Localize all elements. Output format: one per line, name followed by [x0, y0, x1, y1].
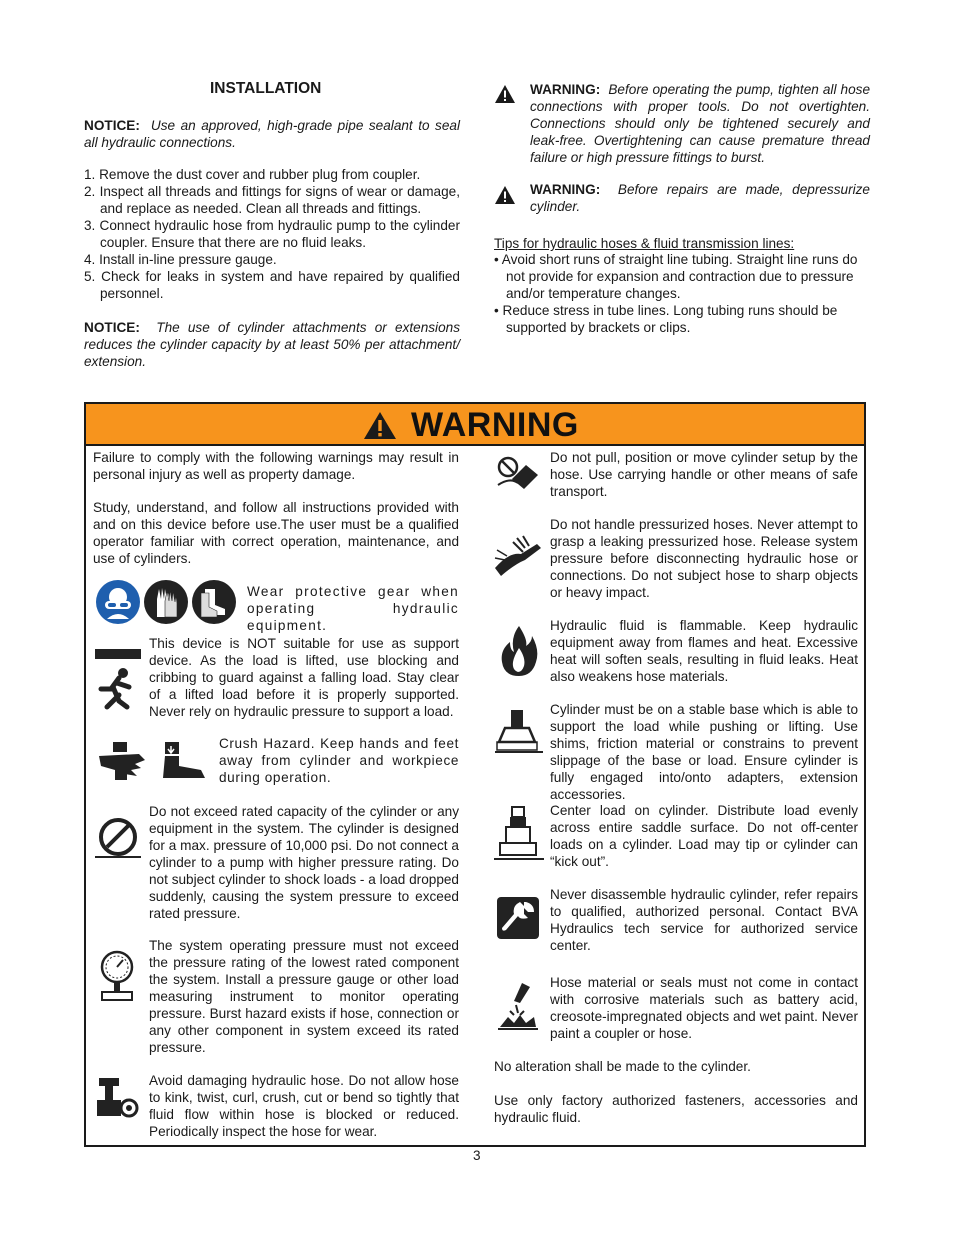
pressure-gauge-overload-icon [93, 815, 143, 861]
step-item: 1. Remove the dust cover and rubber plug from coupler. [84, 167, 421, 182]
falling-load-icon [93, 645, 143, 715]
warning-label: WARNING: [530, 82, 601, 97]
warning-title: WARNING [411, 406, 579, 444]
leaking-hose-hand-icon [493, 532, 543, 578]
installation-steps [84, 166, 460, 302]
warning-text: Before repairs are made, depressurize cylinder. [530, 182, 870, 214]
warning-triangle-icon [494, 185, 516, 205]
notice-label: NOTICE: [84, 320, 140, 335]
step-item: 2. Inspect all threads and fittings for signs of wear or damage, and replace as needed. Clean all threads and fittings. [84, 184, 460, 216]
tips-heading: Tips for hydraulic hoses & fluid transmission lines: [494, 236, 795, 251]
alteration-text: No alteration shall be made to the cylinder. [494, 1059, 751, 1074]
flammable-text: Hydraulic fluid is flammable. Keep hydraulic equipment away from flames and heat. Excessive heat will soften seals, resulting in fluid leaks. Heat also weakens hose materials. [550, 618, 858, 684]
pressure-gauge-icon [99, 950, 135, 1002]
warning-depressurize [530, 181, 870, 215]
hose-crush-icon [93, 1074, 143, 1120]
flame-icon [498, 624, 540, 678]
intro-failure: Failure to comply with the following warnings may result in personal injury as well as property damage. [93, 450, 459, 482]
notice-text: The use of cylinder attachments or extensions reduces the cylinder capacity by at least 50% per attachment/ extension. [84, 320, 460, 369]
center-load-icon [494, 805, 544, 861]
capacity-text: Do not exceed rated capacity of the cylinder or any equipment in the system. The cylinder is designed for a max. pressure of 10,000 psi. Do not connect a cylinder to a pump with higher pressure rating. Do not subject cylinder to shock loads - a load dropped suddenly, causing the system pressure to exceed rated pressure. [149, 804, 459, 921]
intro-study: Study, understand, and follow all instructions provided with and on this device before use.The user must be a qualified operator familiar with correct operation, maintenance, and use of cylinders. [93, 500, 459, 566]
step-item: 4. Install in-line pressure gauge. [84, 252, 277, 267]
boots-icon [191, 579, 237, 625]
warning-triangle-icon [362, 410, 398, 440]
tips-list [494, 251, 858, 336]
pressure-text: The system operating pressure must not exceed the pressure rating of the lowest rated component the system. Install a pressure gauge or other load measuring instrument to monitor operating pressure. Burst hazard exists if hose, connection or any other component in system exceed its rated pressure. [149, 938, 459, 1055]
foot-crush-icon [159, 740, 211, 782]
stable-base-icon [495, 708, 543, 756]
notice-attachments [84, 319, 460, 370]
hose-text: Avoid damaging hydraulic hose. Do not allow hose to kink, twist, curl, crush, cut or bend so tightly that fluid flow within hose is blocked or reduced. Periodically inspect the hose for wear. [149, 1073, 459, 1139]
stable-text: Cylinder must be on a stable base which is able to support the load while pushing or lifting. Use shims, friction material or constrains to prevent slippage of the base or load. Ensure cylinder is fully engaged into/onto adapters, extension accessories. [550, 702, 858, 802]
crush-text: Crush Hazard. Keep hands and feet away from cylinder and workpiece during operation. [219, 736, 459, 785]
pressurized-text: Do not handle pressurized hoses. Never attempt to grasp a leaking pressurized hose. Release system pressure before disconnecting hydraulic hose or connections. Do not subject hose to sharp objects or heavy impact. [550, 517, 858, 600]
gear-text: Wear protective gear when operating hydraulic equipment. [247, 584, 459, 633]
wrench-icon [496, 896, 540, 940]
warning-triangle-icon [494, 84, 516, 104]
support-text: This device is NOT suitable for use as support device. As the load is lifted, use blocking and cribbing to guard against a falling load. Stay clear of a lifted load before it is properly supported. Never rely on hydraulic pressure to support a load. [149, 636, 459, 719]
step-item: 5. Check for leaks in system and have repaired by qualified personnel. [84, 269, 460, 301]
step-item: 3. Connect hydraulic hose from hydraulic pump to the cylinder coupler. Ensure that there are no fluid leaks. [84, 218, 460, 250]
warning-text: Before operating the pump, tighten all hose connections with proper tools. Do not overtighten. Connections should only be tightened securely and leak-free. Overtightening can cause premature thread failure or high pressure fittings to burst. [530, 82, 871, 165]
corrosive-splash-icon [496, 981, 540, 1033]
factory-text: Use only factory authorized fasteners, accessories and hydraulic fluid. [494, 1093, 858, 1125]
installation-heading: INSTALLATION [210, 80, 322, 97]
tip-item: • Reduce stress in tube lines. Long tubing runs should be supported by brackets or clips. [494, 303, 838, 335]
warning-banner [86, 404, 864, 446]
no-pull-hose-icon [496, 455, 540, 491]
warning-tighten [530, 81, 870, 166]
notice-label: NOTICE: [84, 118, 140, 133]
warning-label: WARNING: [530, 182, 601, 197]
page-number: 3 [473, 1148, 481, 1163]
carry-text: Do not pull, position or move cylinder setup by the hose. Use carrying handle or other means of safe transport. [550, 450, 858, 499]
center-text: Center load on cylinder. Distribute load evenly across entire saddle surface. Do not off-center loads on a cylinder. Load may tip or cylinder can “kick out”. [550, 803, 858, 869]
gloves-icon [143, 579, 189, 625]
goggles-icon [95, 579, 141, 625]
notice-sealant [84, 117, 460, 151]
corrosive-text: Hose material or seals must not come in contact with corrosive materials such as battery acid, creosote-impregnated objects and wet paint. Never paint a coupler or hose. [550, 975, 858, 1041]
hand-crush-icon [95, 740, 153, 782]
notice-text: Use an approved, high-grade pipe sealant to seal all hydraulic connections. [84, 118, 460, 150]
disassemble-text: Never disassemble hydraulic cylinder, refer repairs to qualified, authorized personal. Contact BVA Hydraulics tech service for authorized service center. [550, 887, 858, 953]
tip-item: • Avoid short runs of straight line tubing. Straight line runs do not provide for expansion and contraction due to pressure and/or temperature changes. [494, 252, 858, 301]
